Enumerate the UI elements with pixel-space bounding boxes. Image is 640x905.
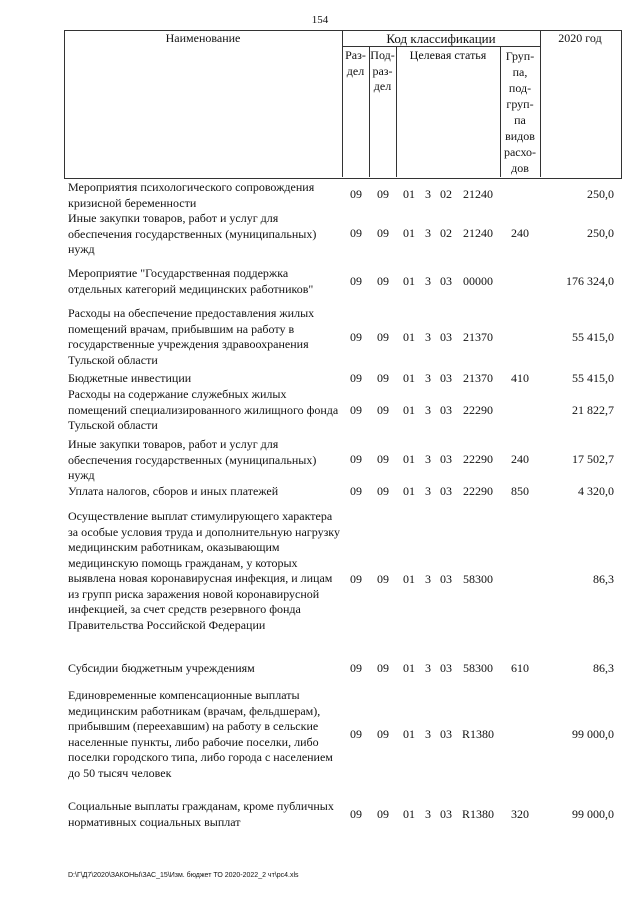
- row-code-c2: 3: [425, 572, 431, 586]
- row-code-c1: 01: [403, 187, 415, 201]
- row-code-pr: 09: [377, 330, 389, 344]
- row-name: Мероприятия психологического сопровождения кризисной беременности: [68, 180, 315, 210]
- row-code-pr: 09: [377, 371, 389, 385]
- row-code-c3: 03: [440, 452, 452, 466]
- header-divider: [396, 46, 397, 177]
- row-code-vr: 850: [511, 484, 529, 498]
- row-code-rz: 09: [350, 484, 362, 498]
- row-code-pr: 09: [377, 274, 389, 288]
- row-code-rz: 09: [350, 807, 362, 821]
- row-code-rz: 09: [350, 572, 362, 586]
- footer-path: D:\Г\Д7\2020\ЗАКОНЫ\ЗАС_15\Изм. бюджет ТО 2020-2022_2 чт\рс4.xls: [68, 872, 299, 879]
- row-code-c4: 58300: [463, 572, 493, 586]
- row-amount: 250,0: [587, 187, 614, 201]
- row-name: Иные закупки товаров, работ и услуг для обеспечения государственных (муниципальных) нужд: [68, 211, 317, 256]
- row-name: Социальные выплаты гражданам, кроме публичных нормативных социальных выплат: [68, 799, 334, 829]
- row-code-c1: 01: [403, 403, 415, 417]
- row-code-pr: 09: [377, 226, 389, 240]
- row-code-vr: 610: [511, 661, 529, 675]
- row-code-c4: 21240: [463, 187, 493, 201]
- row-code-c2: 3: [425, 661, 431, 675]
- row-name: Расходы на содержание служебных жилых помещений специализированного жилищного фонда Тульской области: [68, 387, 339, 432]
- row-amount: 86,3: [593, 661, 614, 675]
- row-code-c3: 03: [440, 484, 452, 498]
- row-code-c4: R1380: [461, 807, 494, 821]
- row-amount: 17 502,7: [572, 452, 614, 466]
- row-code-c2: 3: [425, 807, 431, 821]
- row-code-c2: 3: [425, 452, 431, 466]
- row-code-rz: 09: [350, 661, 362, 675]
- row-code-pr: 09: [377, 484, 389, 498]
- column-header-podrazdel: Под- раз- дел: [370, 48, 395, 93]
- row-code-c3: 03: [440, 661, 452, 675]
- row-name: Субсидии бюджетным учреждениям: [68, 661, 255, 675]
- row-code-c4: R1380: [461, 727, 494, 741]
- row-code-c2: 3: [425, 484, 431, 498]
- row-amount: 4 320,0: [578, 484, 614, 498]
- row-code-c2: 3: [425, 727, 431, 741]
- row-code-c4: 21240: [463, 226, 493, 240]
- row-code-rz: 09: [350, 403, 362, 417]
- row-code-c4: 00000: [463, 274, 493, 288]
- header-divider: [540, 30, 541, 177]
- column-header-classification: Код классификации: [386, 31, 496, 46]
- row-code-c3: 03: [440, 371, 452, 385]
- row-code-c1: 01: [403, 727, 415, 741]
- row-amount: 86,3: [593, 572, 614, 586]
- row-code-pr: 09: [377, 661, 389, 675]
- row-code-c4: 21370: [463, 330, 493, 344]
- row-code-pr: 09: [377, 807, 389, 821]
- row-code-c4: 22290: [463, 484, 493, 498]
- row-code-c2: 3: [425, 226, 431, 240]
- row-code-rz: 09: [350, 371, 362, 385]
- row-code-rz: 09: [350, 452, 362, 466]
- row-code-rz: 09: [350, 187, 362, 201]
- column-header-year: 2020 год: [558, 31, 602, 45]
- row-amount: 21 822,7: [572, 403, 614, 417]
- row-code-c4: 22290: [463, 452, 493, 466]
- row-code-c3: 02: [440, 187, 452, 201]
- column-header-razdel: Раз- дел: [345, 48, 366, 78]
- row-code-c3: 02: [440, 226, 452, 240]
- row-code-c1: 01: [403, 452, 415, 466]
- row-code-c4: 58300: [463, 661, 493, 675]
- row-code-c3: 03: [440, 807, 452, 821]
- row-amount: 250,0: [587, 226, 614, 240]
- row-code-vr: 320: [511, 807, 529, 821]
- row-amount: 55 415,0: [572, 371, 614, 385]
- row-code-pr: 09: [377, 452, 389, 466]
- row-code-c1: 01: [403, 807, 415, 821]
- row-code-c3: 03: [440, 572, 452, 586]
- row-code-c1: 01: [403, 226, 415, 240]
- row-name: Иные закупки товаров, работ и услуг для обеспечения государственных (муниципальных) нужд: [68, 437, 317, 482]
- row-code-vr: 240: [511, 226, 529, 240]
- row-code-vr: 410: [511, 371, 529, 385]
- row-code-c2: 3: [425, 403, 431, 417]
- row-name: Единовременные компенсационные выплаты медицинским работникам (врачам, фельдшерам), прибывшим (переехавшим) на работу в сельские населенные пункты, либо рабочие поселки, либо поселки городского типа, либо города с населением до 50 тысяч человек: [68, 688, 333, 780]
- row-code-c3: 03: [440, 727, 452, 741]
- row-code-c1: 01: [403, 572, 415, 586]
- row-code-c1: 01: [403, 484, 415, 498]
- row-code-rz: 09: [350, 226, 362, 240]
- row-name: Расходы на обеспечение предоставления жилых помещений врачам, прибывшим на работу в государственные учреждения здравоохранения Тульской области: [68, 306, 315, 367]
- row-code-vr: 240: [511, 452, 529, 466]
- row-code-rz: 09: [350, 727, 362, 741]
- row-code-c3: 03: [440, 403, 452, 417]
- row-code-rz: 09: [350, 330, 362, 344]
- page-number: 154: [311, 14, 329, 26]
- row-code-c2: 3: [425, 330, 431, 344]
- row-code-c1: 01: [403, 274, 415, 288]
- column-header-gruppa: Груп- па, под- груп- па видов расхо- дов: [503, 49, 537, 175]
- row-code-c2: 3: [425, 187, 431, 201]
- row-amount: 176 324,0: [566, 274, 614, 288]
- row-code-c1: 01: [403, 371, 415, 385]
- row-code-rz: 09: [350, 274, 362, 288]
- column-header-name: Наименование: [165, 31, 241, 45]
- row-name: Уплата налогов, сборов и иных платежей: [68, 484, 279, 498]
- row-code-pr: 09: [377, 403, 389, 417]
- row-code-c2: 3: [425, 371, 431, 385]
- row-code-c1: 01: [403, 330, 415, 344]
- row-code-c4: 21370: [463, 371, 493, 385]
- row-name: Осуществление выплат стимулирующего характера за особые условия труда и дополнительную нагрузку медицинским работникам, оказывающим медицинскую помощь гражданам, у которых выявлена новая коронавирусная инфекция, и лицам из групп риска заражения новой коронавирусной инфекцией, за счет средств резервного фонда Правительства Российской Федерации: [68, 509, 340, 632]
- row-code-c1: 01: [403, 661, 415, 675]
- column-header-celevaya: Целевая статья: [409, 48, 487, 62]
- row-name: Мероприятие "Государственная поддержка отдельных категорий медицинских работников": [68, 266, 314, 296]
- row-code-c3: 03: [440, 274, 452, 288]
- row-amount: 99 000,0: [572, 727, 614, 741]
- row-amount: 55 415,0: [572, 330, 614, 344]
- row-code-c4: 22290: [463, 403, 493, 417]
- row-code-pr: 09: [377, 727, 389, 741]
- row-code-pr: 09: [377, 187, 389, 201]
- row-amount: 99 000,0: [572, 807, 614, 821]
- row-name: Бюджетные инвестиции: [68, 371, 192, 385]
- row-code-c2: 3: [425, 274, 431, 288]
- row-code-c3: 03: [440, 330, 452, 344]
- row-code-pr: 09: [377, 572, 389, 586]
